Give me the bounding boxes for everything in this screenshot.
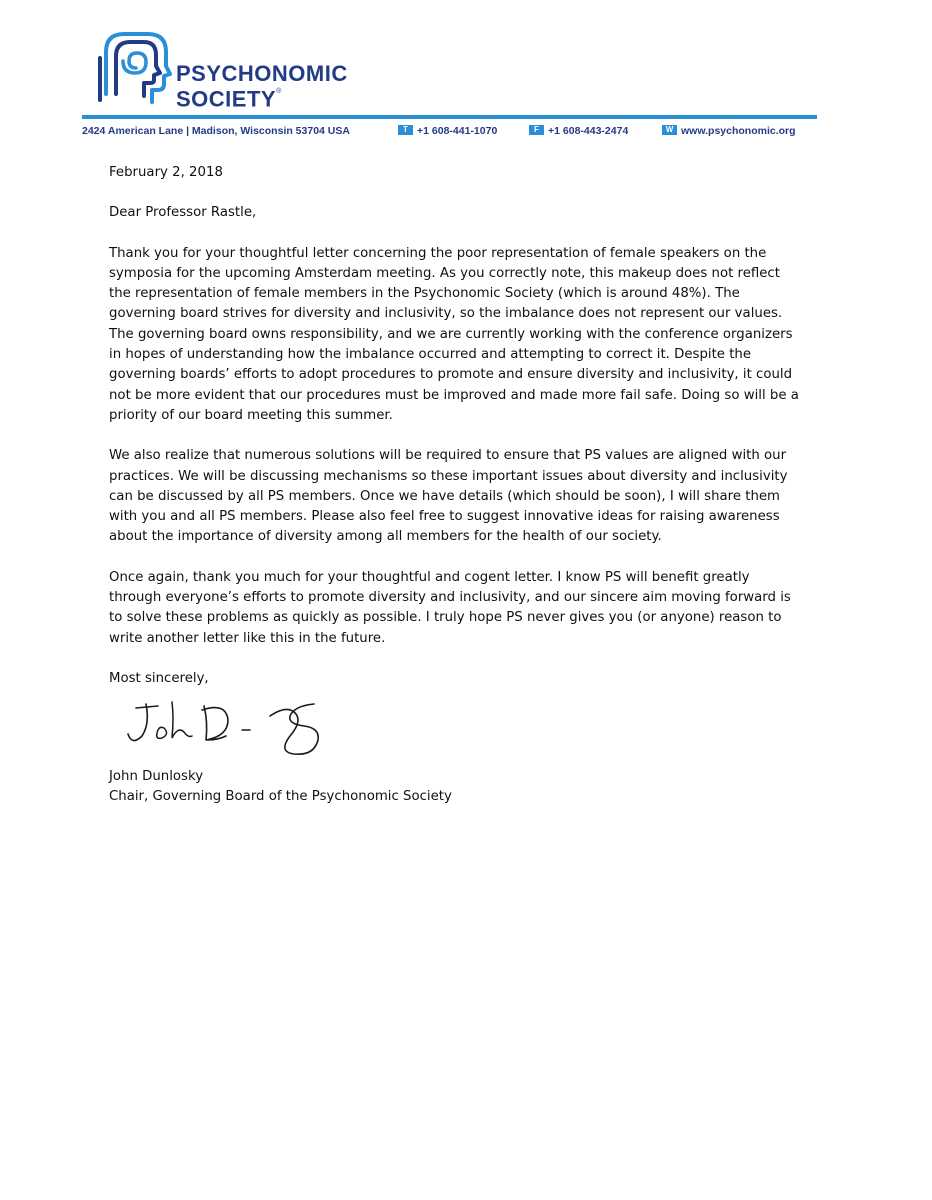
closing: Most sincerely,	[109, 670, 209, 686]
salutation: Dear Professor Rastle,	[109, 205, 257, 221]
letterhead-divider	[82, 115, 817, 119]
fax-badge-icon: F	[529, 125, 544, 135]
paragraph: Once again, thank you much for your thoughtful and cogent letter. I know PS will benefit greatly through everyone’s efforts to promote diversity and inclusivity, and our sincere aim moving forward is to solve these problems as quickly as possible. I truly hope PS never gives you (or anyone) reason to write another letter like this in the future.	[109, 569, 791, 646]
phone-badge-icon: T	[398, 125, 413, 135]
website-contact	[662, 123, 796, 139]
web-badge-icon: W	[662, 125, 677, 135]
paragraph: We also realize that numerous solutions will be required to ensure that PS values are aligned with our practices. We will be discussing mechanisms so these important issues about diversity and inclusivity can be discussed by all PS members. Once we have details (which should be soon), I will share them with you and all PS members. Please also feel free to suggest innovative ideas for raising awareness about the importance of diversity among all members for the health of our society.	[109, 448, 788, 545]
handwritten-signature	[118, 696, 368, 760]
org-name-line2	[176, 85, 348, 110]
registered-mark: ®	[276, 88, 282, 95]
paragraph: Thank you for your thoughtful letter concerning the poor representation of female speakers on the symposia for the upcoming Amsterdam meeting. As you correctly note, this makeup does not reflect the representation of female members in the Psychonomic Society (which is around 48%). The governing board strives for diversity and inclusivity, so the imbalance does not represent our values. The governing board owns responsibility, and we are currently working with the conference organizers in hopes of understanding how the imbalance occurred and attempting to correct it. Despite the governing boards’ efforts to adopt procedures to promote and ensure diversity and inclusivity, it could not be more evident that our procedures must be improved and made more fail safe. Doing so will be a priority of our board meeting this summer.	[109, 245, 799, 423]
letterhead-contact-bar	[82, 123, 822, 139]
org-name-line1: PSYCHONOMIC	[176, 61, 348, 86]
phone-contact	[398, 123, 497, 139]
signer-title: Chair, Governing Board of the Psychonomic Society	[109, 789, 452, 805]
head-profile-logo-icon	[96, 28, 172, 106]
signer-block	[109, 767, 452, 808]
signer-name: John Dunlosky	[109, 769, 204, 784]
letter-date: February 2, 2018	[109, 165, 223, 180]
fax-number: +1 608-443-2474	[548, 125, 629, 137]
fax-contact	[529, 123, 628, 139]
letter-body	[109, 163, 825, 689]
street-address: 2424 American Lane | Madison, Wisconsin 53704 USA	[82, 125, 350, 137]
phone-number: +1 608-441-1070	[417, 125, 498, 137]
website-url: www.psychonomic.org	[681, 125, 796, 137]
organization-name	[176, 62, 348, 110]
org-name-society: SOCIETY	[176, 86, 277, 112]
